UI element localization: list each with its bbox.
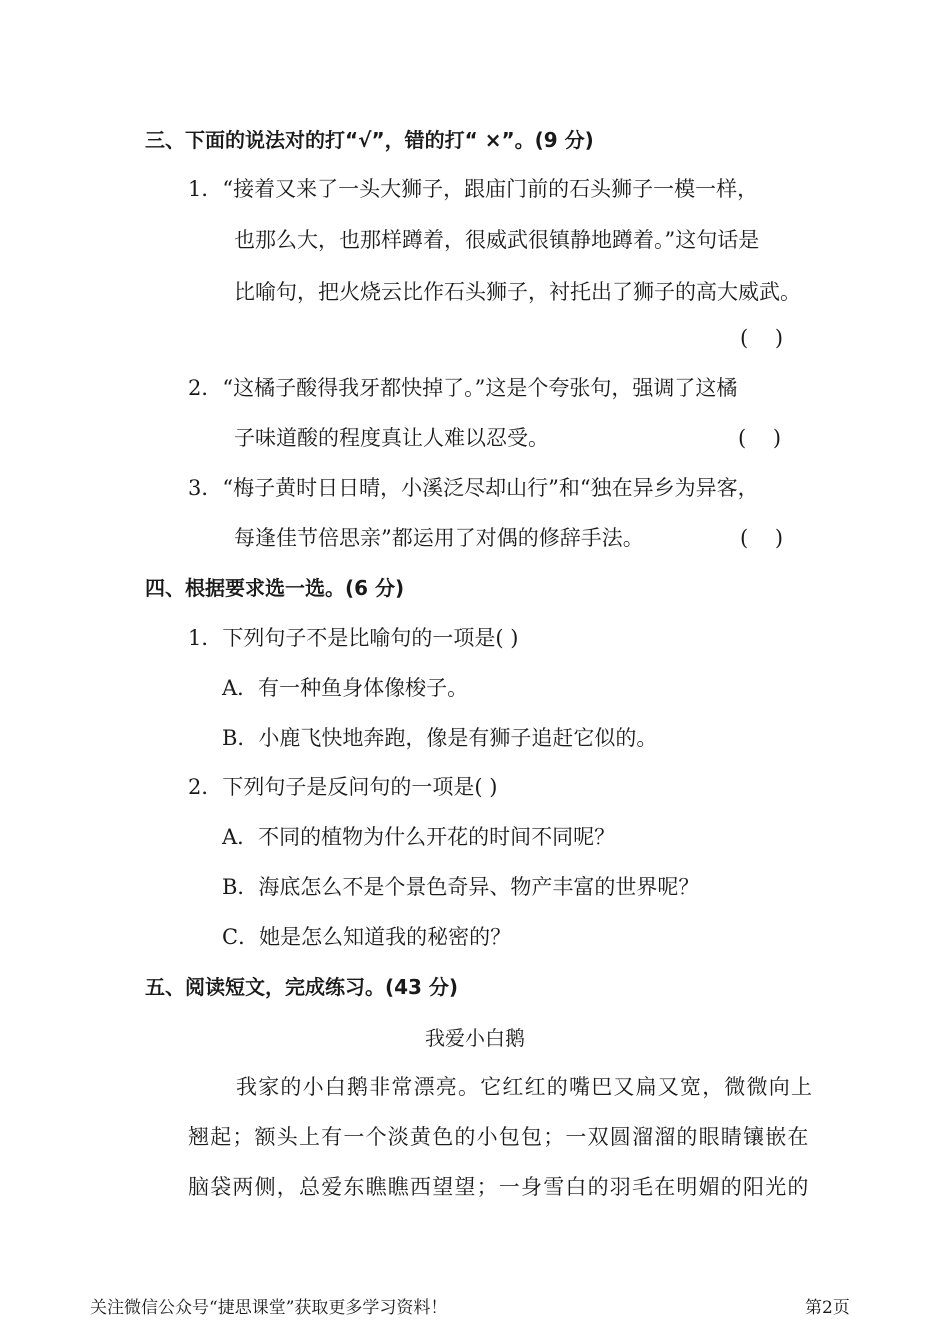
q4-2-option-c[interactable]: C．她是怎么知道我的秘密的？ bbox=[222, 925, 512, 949]
passage-line-3: 脑袋两侧，总爱东瞧瞧西望望；一身雪白的羽毛在明媚的阳光的 bbox=[188, 1175, 810, 1199]
q4-1-option-a[interactable]: A．有一种鱼身体像梭子。 bbox=[222, 676, 469, 700]
q3-3-line-1: 3．“梅子黄时日日晴，小溪泛尽却山行”和“独在异乡为异客， bbox=[188, 476, 759, 500]
q4-1-stem: 1．下列句子不是比喻句的一项是( ) bbox=[188, 626, 519, 650]
q3-1-line-3: 比喻句，把火烧云比作石头狮子，衬托出了狮子的高大威武。 bbox=[234, 280, 801, 304]
q4-1-option-b[interactable]: B．小鹿飞快地奔跑，像是有狮子追赶它似的。 bbox=[222, 726, 658, 750]
q4-2-option-b[interactable]: B．海底怎么不是个景色奇异、物产丰富的世界呢？ bbox=[222, 875, 700, 899]
page-number: 第2页 bbox=[805, 1298, 850, 1318]
footer-note: 关注微信公众号“捷思课堂”获取更多学习资料！ bbox=[90, 1298, 448, 1318]
q3-2-line-2: 子味道酸的程度真让人难以忍受。 bbox=[234, 426, 549, 450]
section-4-heading: 四、根据要求选一选。(6 分) bbox=[145, 576, 405, 600]
section-3-heading: 三、下面的说法对的打“√”，错的打“ ×”。(9 分) bbox=[145, 128, 594, 152]
q3-3-line-2: 每逢佳节倍思亲”都运用了对偶的修辞手法。 bbox=[234, 526, 644, 550]
q3-2-line-1: 2．“这橘子酸得我牙都快掉了。”这是个夸张句，强调了这橘 bbox=[188, 376, 738, 400]
q3-1-answer-blank[interactable]: ( ) bbox=[740, 326, 784, 350]
passage-line-1: 我家的小白鹅非常漂亮。它红红的嘴巴又扁又宽，微微向上 bbox=[236, 1075, 814, 1099]
q3-1-line-2: 也那么大，也那样蹲着，很威武很镇静地蹲着。”这句话是 bbox=[234, 228, 760, 252]
q4-2-stem: 2．下列句子是反问句的一项是( ) bbox=[188, 775, 498, 799]
passage-line-2: 翘起；额头上有一个淡黄色的小包包；一双圆溜溜的眼睛镶嵌在 bbox=[188, 1125, 810, 1149]
q4-2-option-a[interactable]: A．不同的植物为什么开花的时间不同呢？ bbox=[222, 825, 616, 849]
q3-1-line-1: 1．“接着又来了一头大狮子，跟庙门前的石头狮子一模一样， bbox=[188, 177, 759, 201]
passage-title: 我爱小白鹅 bbox=[425, 1026, 525, 1050]
q3-3-answer-blank[interactable]: ( ) bbox=[740, 526, 784, 550]
section-5-heading: 五、阅读短文，完成练习。(43 分) bbox=[145, 975, 459, 999]
q3-2-answer-blank[interactable]: ( ) bbox=[738, 426, 782, 450]
